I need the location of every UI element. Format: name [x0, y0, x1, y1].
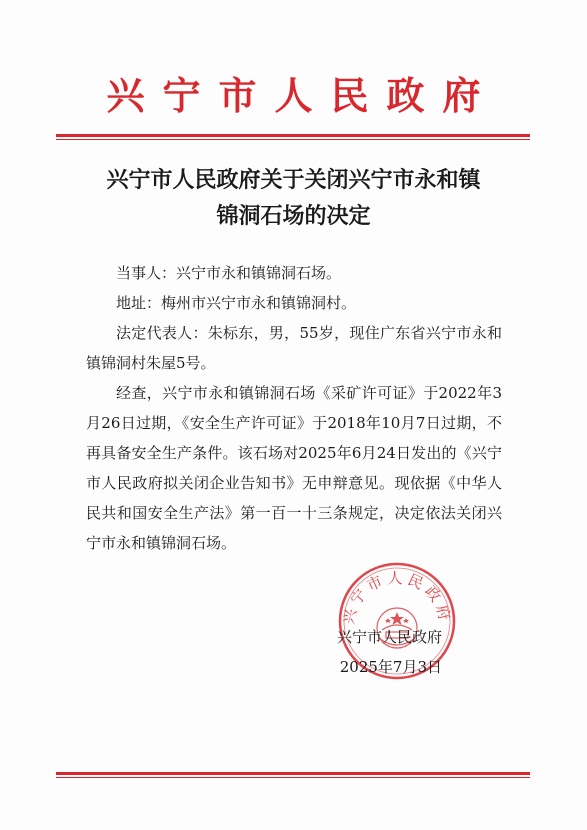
representative-paragraph: 法定代表人：朱标东，男，55岁，现住广东省兴宁市永和镇锦洞村朱屋5号。 — [86, 324, 502, 372]
header-divider-thin — [56, 139, 530, 140]
decision-paragraph: 经查，兴宁市永和镇锦洞石场《采矿许可证》于2022年3月26日过期，《安全生产许可证》于2018年10月7日过期，不再具备安全生产条件。该石场对2025年6月24日发出的《兴宁市人民政府拟关闭企业告知书》无申辩意见。现依据《中华人民共和国安全生产法》第一百一十三条规定，决定依法关闭兴宁市永和镇锦洞石场。 — [86, 384, 502, 552]
footer-divider-thin — [56, 777, 530, 778]
masthead-issuer: 兴宁市人民政府 — [106, 73, 499, 118]
party-paragraph: 当事人：兴宁市永和镇锦洞石场。 — [116, 264, 342, 282]
document-title — [60, 162, 527, 234]
signature-issuer: 兴宁市人民政府 — [336, 628, 442, 646]
header-divider-thick — [56, 134, 530, 137]
document-title-line-1: 兴宁市人民政府关于关闭兴宁市永和镇 — [106, 167, 481, 193]
document-body — [86, 258, 502, 558]
footer-divider-thick — [56, 772, 530, 775]
svg-text:兴宁市人民政府: 兴宁市人民政府 — [339, 569, 455, 626]
signature-block — [290, 622, 490, 682]
address-paragraph: 地址：梅州市兴宁市永和镇锦洞村。 — [116, 294, 357, 312]
document-title-line-2: 锦洞石场的决定 — [216, 203, 371, 229]
signature-date: 2025年7月3日 — [339, 658, 442, 676]
